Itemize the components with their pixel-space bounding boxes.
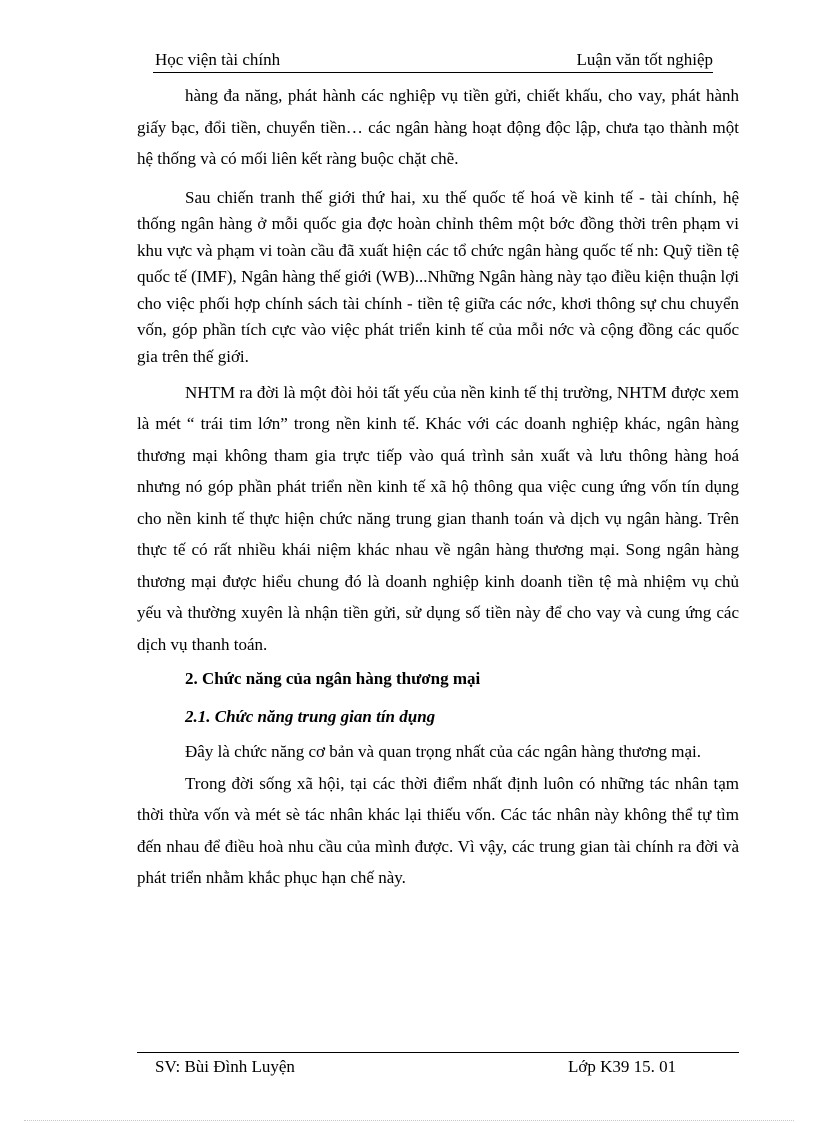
paragraph-5: Trong đời sống xã hội, tại các thời điểm nhất định luôn có những tác nhân tạm thời thừa vốn và mét sè tác nhân khác lại thiếu vốn. Các tác nhân này không thể tự tìm đến nhau để điều hoà nhu cầu của mình được. Vì vậy, các trung gian tài chính ra đời và phát triển nhằm khắc phục hạn chế này. (137, 773, 739, 888)
header-institution: Học viện tài chính (155, 50, 281, 69)
paragraph-4: Đây là chức năng cơ bản và quan trọng nhất của các ngân hàng thương mại. (185, 742, 702, 762)
footer-student: SV: Bùi Đình Luyện (155, 1057, 295, 1076)
section-heading: 2. Chức năng của ngân hàng thương mại (185, 669, 481, 689)
paragraph-1: hàng đa năng, phát hành các nghiệp vụ tiền gửi, chiết khấu, cho vay, phát hành giấy bạc, đổi tiền, chuyển tiền… các ngân hàng hoạt động độc lập, chưa tạo thành một hệ thống và có mối liên kết ràng buộc chặt chẽ. (137, 86, 739, 168)
header-doc-type: Luận văn tốt nghiệp (576, 50, 713, 69)
subsection-heading: 2.1. Chức năng trung gian tín dụng (185, 707, 436, 727)
paragraph-2: Sau chiến tranh thế giới thứ hai, xu thế quốc tế hoá về kinh tế - tài chính, hệ thống ngân hàng ở mỗi quốc gia đợc hoàn chỉnh thêm một bớc đồng thời trên phạm vi khu vực và phạm vi toàn cầu đã xuất hiện các tổ chức ngân hàng quốc tế nh: Quỹ tiền tệ quốc tế (IMF), Ngân hàng thế giới (WB)...Những Ngân hàng này tạo điều kiện thuận lợi cho việc phối hợp chính sách tài chính - tiền tệ giữa các nớc, khơi thông sự chu chuyển vốn, góp phần tích cực vào việc phát triển kinh tế của mỗi nớc và cộng đồng các quốc gia trên thế giới. (137, 187, 739, 367)
document-body (137, 80, 739, 894)
page-footer (137, 1052, 739, 1076)
paragraph-3: NHTM ra đời là một đòi hỏi tất yếu của nền kinh tế thị trường, NHTM được xem là mét “ trái tim lớn” trong nền kinh tế. Khác với các doanh nghiệp khác, ngân hàng thương mại không tham gia trực tiếp vào quá trình sản xuất và lưu thông hàng hoá nhưng nó góp phần phát triển nền kinh tế xã hộ thông qua việc cung ứng vốn tín dụng cho nền kinh tế thực hiện chức năng trung gian thanh toán và dịch vụ ngân hàng. Trên thực tế có rất nhiều khái niệm khác nhau về ngân hàng thương mại. Song ngân hàng thương mại được hiểu chung đó là doanh nghiệp kinh doanh tiền tệ mà nhiệm vụ chủ yếu và thường xuyên là nhận tiền gửi, sử dụng số tiền này để cho vay và cung ứng các dịch vụ thanh toán. (137, 382, 739, 654)
footer-class: Lớp K39 15. 01 (568, 1057, 677, 1076)
page-header (153, 48, 713, 73)
page-edge-divider (24, 1120, 794, 1121)
